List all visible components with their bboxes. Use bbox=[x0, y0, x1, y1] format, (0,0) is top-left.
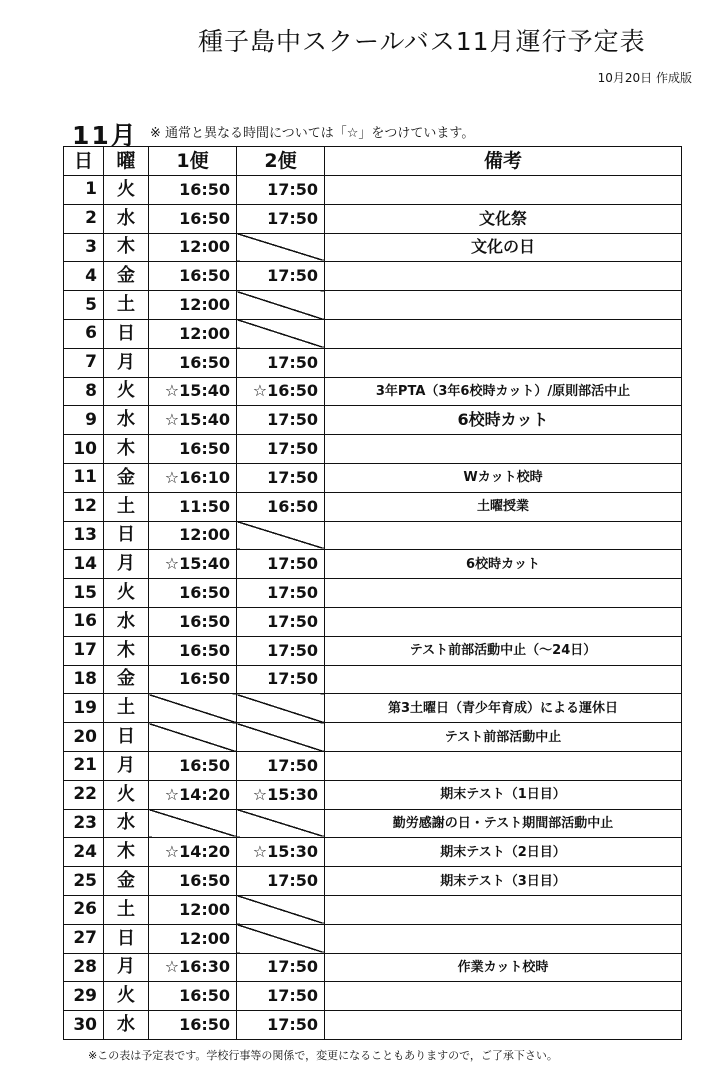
bus2-time-cell-no-service bbox=[237, 233, 325, 262]
bus2-time-cell: 17:50 bbox=[237, 982, 325, 1011]
day-cell: 8 bbox=[64, 377, 104, 406]
header-bus1: 1便 bbox=[149, 147, 237, 176]
bus1-time-cell-no-service bbox=[149, 694, 237, 723]
table-row bbox=[64, 838, 682, 867]
note-cell: 土曜授業 bbox=[325, 492, 682, 521]
table-row bbox=[64, 550, 682, 579]
table-row bbox=[64, 463, 682, 492]
bus1-time-cell: 12:00 bbox=[149, 924, 237, 953]
weekday-cell: 火 bbox=[104, 377, 149, 406]
day-cell: 21 bbox=[64, 751, 104, 780]
table-row bbox=[64, 204, 682, 233]
day-cell: 1 bbox=[64, 176, 104, 205]
table-row bbox=[64, 636, 682, 665]
day-cell: 22 bbox=[64, 780, 104, 809]
bus1-time-cell: 16:50 bbox=[149, 176, 237, 205]
note-cell: 期末テスト（2日目） bbox=[325, 838, 682, 867]
note-cell: 6校時カット bbox=[325, 550, 682, 579]
note-cell bbox=[325, 291, 682, 320]
bus2-time-cell-no-service bbox=[237, 521, 325, 550]
day-cell: 16 bbox=[64, 607, 104, 636]
bus2-time-cell-no-service bbox=[237, 723, 325, 752]
bus1-time-cell: 16:50 bbox=[149, 751, 237, 780]
table-row bbox=[64, 665, 682, 694]
bus1-time-cell: 16:50 bbox=[149, 204, 237, 233]
day-cell: 3 bbox=[64, 233, 104, 262]
weekday-cell: 水 bbox=[104, 607, 149, 636]
note-cell: 作業カット校時 bbox=[325, 953, 682, 982]
weekday-cell: 月 bbox=[104, 550, 149, 579]
note-cell: 第3土曜日（青少年育成）による運休日 bbox=[325, 694, 682, 723]
table-row bbox=[64, 751, 682, 780]
table-row bbox=[64, 982, 682, 1011]
header-bus2: 2便 bbox=[237, 147, 325, 176]
day-cell: 28 bbox=[64, 953, 104, 982]
day-cell: 15 bbox=[64, 579, 104, 608]
day-cell: 18 bbox=[64, 665, 104, 694]
day-cell: 7 bbox=[64, 348, 104, 377]
note-cell bbox=[325, 607, 682, 636]
note-cell: 期末テスト（3日目） bbox=[325, 867, 682, 896]
bus2-time-cell-no-service bbox=[237, 694, 325, 723]
note-cell bbox=[325, 982, 682, 1011]
note-cell bbox=[325, 924, 682, 953]
table-row bbox=[64, 723, 682, 752]
table-row bbox=[64, 291, 682, 320]
bus1-time-cell: ☆14:20 bbox=[149, 838, 237, 867]
day-cell: 17 bbox=[64, 636, 104, 665]
weekday-cell: 水 bbox=[104, 406, 149, 435]
footer-note: ※この表は予定表です。学校行事等の関係で，変更になることもありますので，ご了承下さい。 bbox=[88, 1049, 558, 1062]
bus1-time-cell: 12:00 bbox=[149, 319, 237, 348]
bus2-time-cell: 17:50 bbox=[237, 1011, 325, 1040]
bus1-time-cell-no-service bbox=[149, 809, 237, 838]
bus2-time-cell-no-service bbox=[237, 809, 325, 838]
day-cell: 12 bbox=[64, 492, 104, 521]
day-cell: 10 bbox=[64, 435, 104, 464]
bus2-time-cell: 17:50 bbox=[237, 204, 325, 233]
bus2-time-cell: 17:50 bbox=[237, 550, 325, 579]
bus1-time-cell: 16:50 bbox=[149, 867, 237, 896]
table-row bbox=[64, 348, 682, 377]
table-row bbox=[64, 1011, 682, 1040]
weekday-cell: 火 bbox=[104, 982, 149, 1011]
bus2-time-cell: 17:50 bbox=[237, 262, 325, 291]
day-cell: 4 bbox=[64, 262, 104, 291]
day-cell: 11 bbox=[64, 463, 104, 492]
table-row bbox=[64, 377, 682, 406]
bus2-time-cell: 17:50 bbox=[237, 406, 325, 435]
weekday-cell: 月 bbox=[104, 348, 149, 377]
note-cell: 文化の日 bbox=[325, 233, 682, 262]
bus1-time-cell: ☆16:10 bbox=[149, 463, 237, 492]
table-row bbox=[64, 406, 682, 435]
weekday-cell: 水 bbox=[104, 1011, 149, 1040]
note-cell bbox=[325, 751, 682, 780]
bus2-time-cell: 17:50 bbox=[237, 867, 325, 896]
weekday-cell: 金 bbox=[104, 262, 149, 291]
table-row bbox=[64, 233, 682, 262]
bus1-time-cell: ☆15:40 bbox=[149, 406, 237, 435]
header-dow: 曜 bbox=[104, 147, 149, 176]
note-cell: Wカット校時 bbox=[325, 463, 682, 492]
bus1-time-cell: 16:50 bbox=[149, 435, 237, 464]
weekday-cell: 火 bbox=[104, 780, 149, 809]
day-cell: 25 bbox=[64, 867, 104, 896]
table-row bbox=[64, 809, 682, 838]
weekday-cell: 土 bbox=[104, 694, 149, 723]
header-note: 備考 bbox=[325, 147, 682, 176]
bus2-time-cell: 17:50 bbox=[237, 636, 325, 665]
table-row bbox=[64, 521, 682, 550]
weekday-cell: 木 bbox=[104, 435, 149, 464]
weekday-cell: 金 bbox=[104, 463, 149, 492]
bus1-time-cell: 12:00 bbox=[149, 233, 237, 262]
note-cell: 3年PTA（3年6校時カット）/原則部活中止 bbox=[325, 377, 682, 406]
weekday-cell: 火 bbox=[104, 176, 149, 205]
weekday-cell: 土 bbox=[104, 291, 149, 320]
note-cell bbox=[325, 579, 682, 608]
weekday-cell: 日 bbox=[104, 319, 149, 348]
bus2-time-cell: 17:50 bbox=[237, 579, 325, 608]
day-cell: 14 bbox=[64, 550, 104, 579]
weekday-cell: 土 bbox=[104, 492, 149, 521]
month-label: 11月 bbox=[72, 121, 138, 150]
note-cell bbox=[325, 895, 682, 924]
note-cell: 期末テスト（1日目） bbox=[325, 780, 682, 809]
legend-note: ※ 通常と異なる時間については「☆」をつけています。 bbox=[150, 126, 475, 141]
table-row bbox=[64, 176, 682, 205]
weekday-cell: 木 bbox=[104, 636, 149, 665]
bus2-time-cell: 16:50 bbox=[237, 492, 325, 521]
weekday-cell: 土 bbox=[104, 895, 149, 924]
weekday-cell: 金 bbox=[104, 665, 149, 694]
bus1-time-cell: 16:50 bbox=[149, 262, 237, 291]
page-title: 種子島中スクールバス11月運行予定表 bbox=[198, 27, 646, 56]
bus1-time-cell: ☆15:40 bbox=[149, 377, 237, 406]
bus1-time-cell: 16:50 bbox=[149, 348, 237, 377]
table-row bbox=[64, 262, 682, 291]
day-cell: 20 bbox=[64, 723, 104, 752]
bus2-time-cell: 17:50 bbox=[237, 665, 325, 694]
bus2-time-cell-no-service bbox=[237, 291, 325, 320]
bus1-time-cell: 16:50 bbox=[149, 579, 237, 608]
bus2-time-cell: ☆16:50 bbox=[237, 377, 325, 406]
table-row bbox=[64, 694, 682, 723]
table-row bbox=[64, 435, 682, 464]
note-cell bbox=[325, 1011, 682, 1040]
bus2-time-cell: 17:50 bbox=[237, 607, 325, 636]
day-cell: 9 bbox=[64, 406, 104, 435]
day-cell: 5 bbox=[64, 291, 104, 320]
weekday-cell: 金 bbox=[104, 867, 149, 896]
table-row bbox=[64, 607, 682, 636]
table-row bbox=[64, 780, 682, 809]
day-cell: 30 bbox=[64, 1011, 104, 1040]
note-cell: テスト前部活動中止（～24日） bbox=[325, 636, 682, 665]
weekday-cell: 日 bbox=[104, 924, 149, 953]
day-cell: 13 bbox=[64, 521, 104, 550]
bus1-time-cell: 16:50 bbox=[149, 982, 237, 1011]
table-row bbox=[64, 492, 682, 521]
day-cell: 24 bbox=[64, 838, 104, 867]
bus2-time-cell: 17:50 bbox=[237, 463, 325, 492]
weekday-cell: 月 bbox=[104, 751, 149, 780]
note-cell: 文化祭 bbox=[325, 204, 682, 233]
day-cell: 29 bbox=[64, 982, 104, 1011]
weekday-cell: 日 bbox=[104, 521, 149, 550]
table-row bbox=[64, 953, 682, 982]
bus1-time-cell: ☆14:20 bbox=[149, 780, 237, 809]
bus2-time-cell: 17:50 bbox=[237, 348, 325, 377]
bus1-time-cell: 16:50 bbox=[149, 636, 237, 665]
bus2-time-cell: 17:50 bbox=[237, 435, 325, 464]
bus1-time-cell: 16:50 bbox=[149, 665, 237, 694]
weekday-cell: 水 bbox=[104, 204, 149, 233]
bus2-time-cell: ☆15:30 bbox=[237, 838, 325, 867]
weekday-cell: 木 bbox=[104, 233, 149, 262]
note-cell bbox=[325, 348, 682, 377]
table-row bbox=[64, 924, 682, 953]
header-row bbox=[64, 147, 682, 176]
table-row bbox=[64, 895, 682, 924]
weekday-cell: 日 bbox=[104, 723, 149, 752]
note-cell bbox=[325, 319, 682, 348]
day-cell: 19 bbox=[64, 694, 104, 723]
note-cell bbox=[325, 665, 682, 694]
table-row bbox=[64, 867, 682, 896]
day-cell: 2 bbox=[64, 204, 104, 233]
note-cell: 勤労感謝の日・テスト期間部活動中止 bbox=[325, 809, 682, 838]
header-day: 日 bbox=[64, 147, 104, 176]
day-cell: 26 bbox=[64, 895, 104, 924]
bus2-time-cell: ☆15:30 bbox=[237, 780, 325, 809]
bus-schedule-table bbox=[63, 146, 682, 1040]
bus2-time-cell: 17:50 bbox=[237, 953, 325, 982]
bus1-time-cell: 16:50 bbox=[149, 1011, 237, 1040]
bus1-time-cell: 12:00 bbox=[149, 895, 237, 924]
day-cell: 27 bbox=[64, 924, 104, 953]
bus1-time-cell: 16:50 bbox=[149, 607, 237, 636]
note-cell bbox=[325, 521, 682, 550]
weekday-cell: 木 bbox=[104, 838, 149, 867]
weekday-cell: 月 bbox=[104, 953, 149, 982]
bus2-time-cell: 17:50 bbox=[237, 751, 325, 780]
note-cell: 6校時カット bbox=[325, 406, 682, 435]
table-row bbox=[64, 319, 682, 348]
bus1-time-cell: ☆16:30 bbox=[149, 953, 237, 982]
bus1-time-cell-no-service bbox=[149, 723, 237, 752]
note-cell: テスト前部活動中止 bbox=[325, 723, 682, 752]
note-cell bbox=[325, 435, 682, 464]
note-cell bbox=[325, 262, 682, 291]
bus1-time-cell: 11:50 bbox=[149, 492, 237, 521]
bus2-time-cell: 17:50 bbox=[237, 176, 325, 205]
weekday-cell: 水 bbox=[104, 809, 149, 838]
bus1-time-cell: ☆15:40 bbox=[149, 550, 237, 579]
schedule-body bbox=[64, 176, 682, 1040]
day-cell: 6 bbox=[64, 319, 104, 348]
day-cell: 23 bbox=[64, 809, 104, 838]
table-row bbox=[64, 579, 682, 608]
weekday-cell: 火 bbox=[104, 579, 149, 608]
bus2-time-cell-no-service bbox=[237, 319, 325, 348]
bus2-time-cell-no-service bbox=[237, 924, 325, 953]
note-cell bbox=[325, 176, 682, 205]
revision-date: 10月20日 作成版 bbox=[597, 71, 692, 85]
bus2-time-cell-no-service bbox=[237, 895, 325, 924]
bus1-time-cell: 12:00 bbox=[149, 521, 237, 550]
bus1-time-cell: 12:00 bbox=[149, 291, 237, 320]
